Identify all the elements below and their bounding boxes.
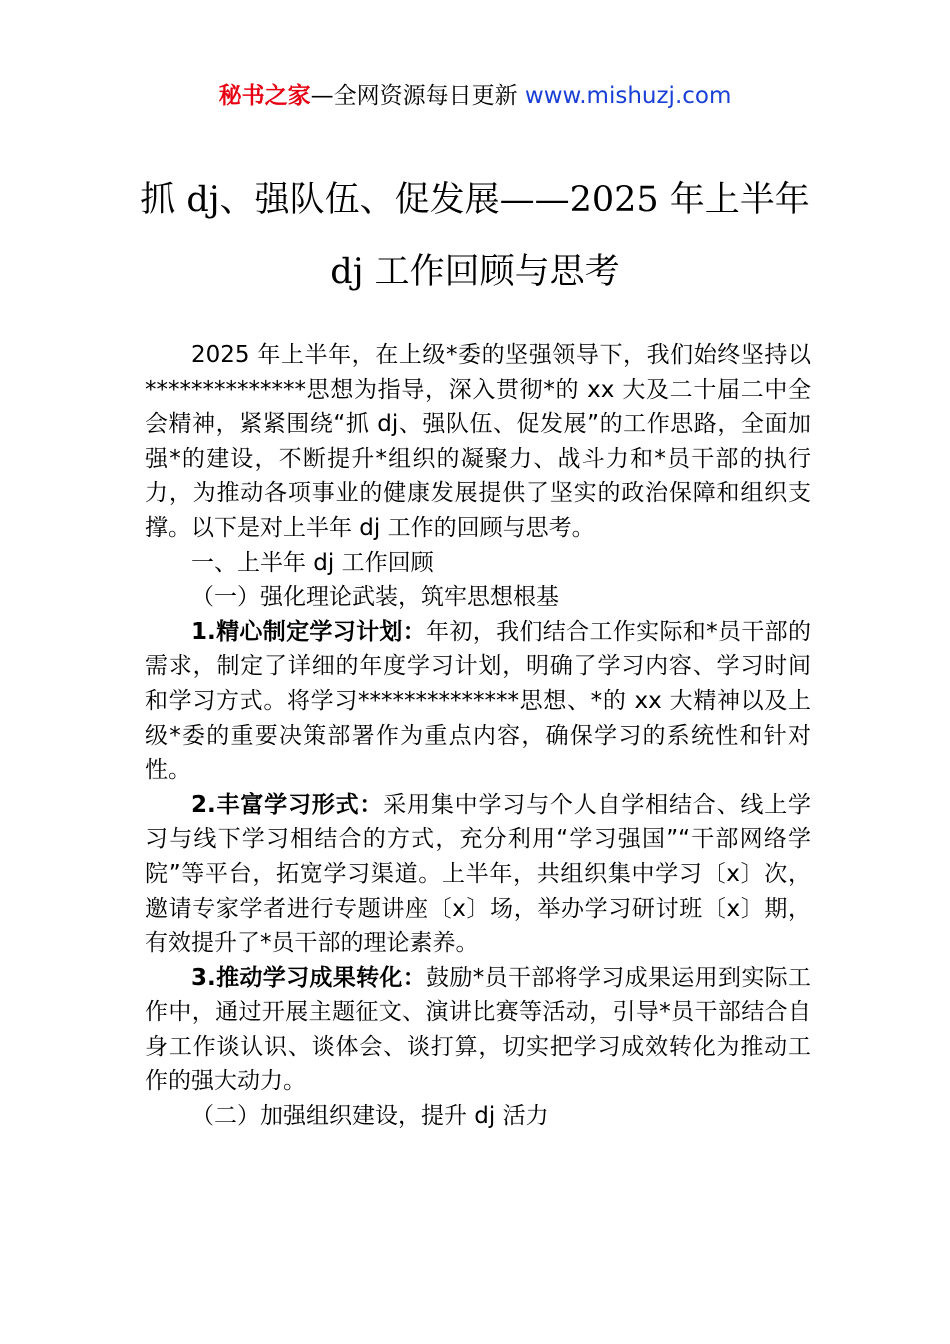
item-2-text: 采用集中学习与个人自学相结合、线上学习与线下学习相结合的方式，充分利用“学习强国”“干部网络学院”等平台，拓宽学习渠道。上半年，共组织集中学习〔x〕次，邀请专家学者进行专题讲座〔x〕场，举办学习研讨班〔x〕期，有效提升了*员干部的理论素养。	[145, 791, 812, 957]
item-2-paragraph	[145, 788, 811, 961]
item-3-paragraph	[145, 961, 811, 1099]
document-title-line-1: 抓 dj、强队伍、促发展——2025 年上半年	[140, 180, 810, 220]
site-tagline: —全网资源每日更新	[310, 83, 525, 109]
item-1-text: 年初，我们结合工作实际和*员干部的需求，制定了详细的年度学习计划，明确了学习内容、学习时间和学习方式。将学习**************思想、*的 xx 大精神以及上级*委的重要决策部署作为重点内容，确保学习的系统性和针对性。	[145, 618, 811, 784]
item-2-title: 2.丰富学习形式：	[191, 791, 384, 818]
item-1-paragraph	[145, 615, 811, 788]
document-title-line-2: dj 工作回顾与思考	[330, 252, 620, 292]
subsection-heading-1: （一）强化理论武装，筑牢思想根基	[191, 584, 559, 611]
item-1-title: 1.精心制定学习计划：	[191, 618, 427, 645]
site-url-link[interactable]: www.mishuzj.com	[524, 83, 732, 109]
intro-paragraph: 2025 年上半年，在上级*委的坚强领导下，我们始终坚持以**************思想为指导，深入贯彻*的 xx 大及二十届二中全会精神，紧紧围绕“抓 dj、强队伍、促发展”的工作思路，全面加强*的建设，不断提升*组织的凝聚力、战斗力和*员干部的执行力，为推动各项事业的健康发展提供了坚实的政治保障和组织支撑。以下是对上半年 dj 工作的回顾与思考。	[145, 342, 811, 541]
section-heading-1: 一、上半年 dj 工作回顾	[191, 549, 434, 576]
site-header	[0, 80, 950, 112]
site-brand: 秘书之家	[218, 83, 311, 109]
subsection-heading-2: （二）加强组织建设，提升 dj 活力	[191, 1103, 549, 1130]
item-3-title: 3.推动学习成果转化：	[191, 964, 427, 991]
item-3-text: 鼓励*员干部将学习成果运用到实际工作中，通过开展主题征文、演讲比赛等活动，引导*员干部结合自身工作谈认识、谈体会、谈打算，切实把学习成效转化为推动工作的强大动力。	[145, 964, 811, 1095]
document-body	[145, 338, 811, 1134]
